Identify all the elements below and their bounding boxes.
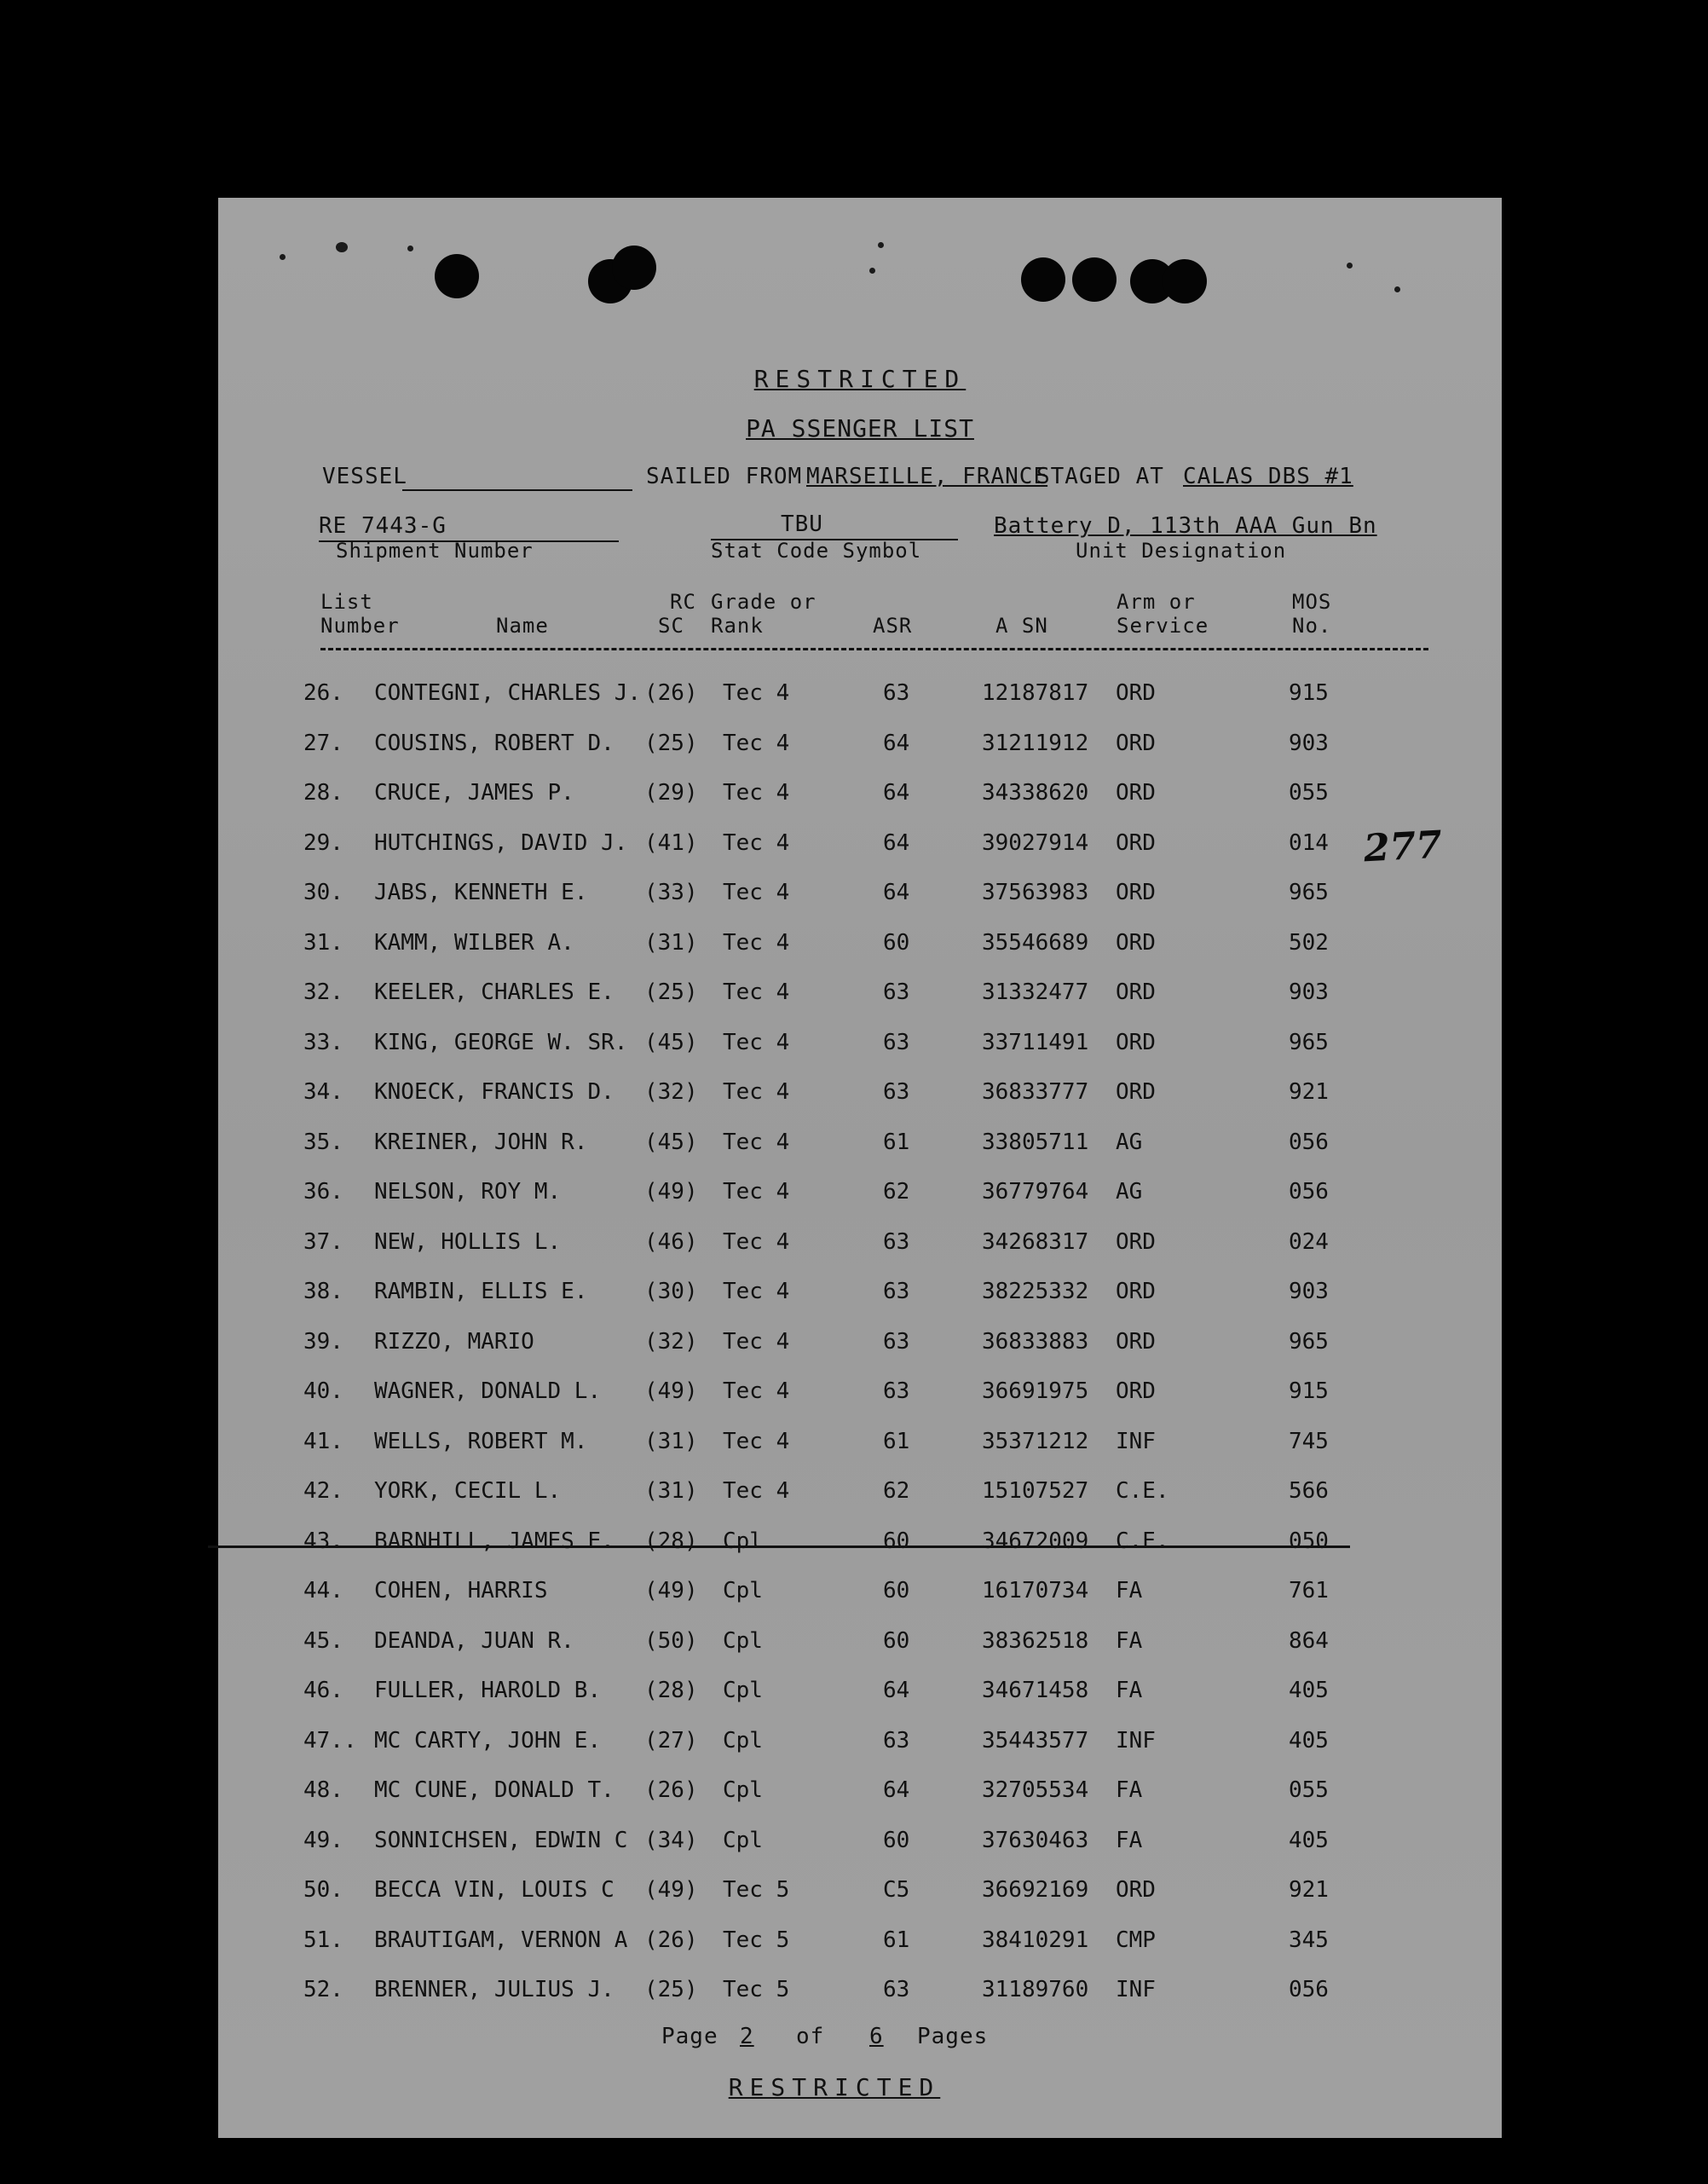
specks [407, 246, 413, 251]
arm-service: AG [1116, 1179, 1143, 1205]
army-serial-number: 36833883 [982, 1328, 1089, 1355]
arm-service: C.E. [1116, 1528, 1169, 1554]
list-number: 50. [303, 1877, 343, 1903]
mos-number: 761 [1289, 1578, 1329, 1603]
table-row [218, 1678, 1502, 1712]
mos-number: 915 [1289, 680, 1329, 706]
passenger-name: RAMBIN, ELLIS E. [374, 1279, 588, 1304]
arm-service: FA [1116, 1827, 1143, 1853]
rc-sc-code: (29) [644, 780, 698, 806]
col-sc: SC [658, 614, 684, 638]
table-row [218, 1030, 1502, 1064]
table-row [218, 1229, 1502, 1263]
passenger-name: HUTCHINGS, DAVID J. [374, 829, 628, 856]
col-list-number-2: Number [320, 614, 400, 638]
table-row [218, 1179, 1502, 1213]
asr-score: 61 [883, 1428, 910, 1454]
mos-number: 903 [1289, 979, 1329, 1005]
mos-number: 056 [1289, 1129, 1329, 1155]
grade-rank: Tec 4 [723, 880, 790, 905]
specks [280, 254, 286, 260]
staged-at-label: STAGED AT [1036, 464, 1164, 489]
list-number: 40. [303, 1378, 343, 1404]
strikethrough-line [208, 1546, 1350, 1548]
list-number: 48. [303, 1777, 343, 1803]
arm-service: ORD [1116, 1378, 1156, 1404]
grade-rank: Tec 4 [723, 1179, 790, 1205]
table-row [218, 1079, 1502, 1113]
rc-sc-code: (31) [644, 1428, 698, 1454]
army-serial-number: 31189760 [982, 1977, 1089, 2002]
arm-service: ORD [1116, 979, 1156, 1005]
passenger-name: WELLS, ROBERT M. [374, 1428, 588, 1454]
rc-sc-code: (41) [644, 829, 698, 856]
grade-rank: Tec 4 [723, 1029, 790, 1055]
rc-sc-code: (32) [644, 1328, 698, 1355]
arm-service: ORD [1116, 1328, 1156, 1355]
list-number: 52. [303, 1977, 343, 2002]
passenger-name: SONNICHSEN, EDWIN C [374, 1827, 628, 1853]
army-serial-number: 34671458 [982, 1678, 1089, 1703]
grade-rank: Tec 4 [723, 780, 790, 806]
army-serial-number: 36691975 [982, 1378, 1089, 1404]
table-row [218, 780, 1502, 814]
grade-rank: Cpl [723, 1678, 763, 1703]
list-number: 31. [303, 929, 343, 956]
passenger-name: JABS, KENNETH E. [374, 880, 588, 905]
mos-number: 965 [1289, 880, 1329, 905]
page-number: 2 [740, 2024, 754, 2049]
grade-rank: Tec 4 [723, 829, 790, 856]
mos-number: 965 [1289, 1328, 1329, 1355]
grade-rank: Tec 4 [723, 979, 790, 1005]
list-number: 32. [303, 979, 343, 1005]
col-mos-no: No. [1292, 614, 1332, 638]
col-asr: ASR [873, 614, 913, 638]
passenger-name: CRUCE, JAMES P. [374, 780, 574, 806]
arm-service: INF [1116, 1977, 1156, 2002]
grade-rank: Tec 5 [723, 1877, 790, 1903]
asr-score: C5 [883, 1877, 910, 1903]
vessel-underline [402, 489, 632, 491]
table-row [218, 1728, 1502, 1762]
arm-service: ORD [1116, 1079, 1156, 1105]
arm-service: ORD [1116, 929, 1156, 956]
grade-rank: Tec 4 [723, 1478, 790, 1504]
mos-number: 405 [1289, 1727, 1329, 1754]
grade-rank: Cpl [723, 1528, 763, 1554]
page-total: 6 [869, 2024, 884, 2049]
asr-score: 63 [883, 979, 910, 1005]
asr-score: 63 [883, 680, 910, 706]
table-row [218, 979, 1502, 1014]
asr-score: 64 [883, 1777, 910, 1803]
rc-sc-code: (26) [644, 680, 698, 706]
grade-rank: Cpl [723, 1578, 763, 1603]
col-asn: A SN [995, 614, 1048, 638]
arm-service: ORD [1116, 1279, 1156, 1304]
asr-score: 63 [883, 1378, 910, 1404]
mos-number: 903 [1289, 730, 1329, 756]
asr-score: 60 [883, 1528, 910, 1554]
rc-sc-code: (30) [644, 1279, 698, 1304]
grade-rank: Cpl [723, 1627, 763, 1654]
table-row [218, 1777, 1502, 1811]
rc-sc-code: (27) [644, 1727, 698, 1754]
of-label: of [796, 2024, 825, 2049]
list-number: 46. [303, 1678, 343, 1703]
grade-rank: Tec 4 [723, 1428, 790, 1454]
rc-sc-code: (26) [644, 1927, 698, 1953]
stat-code-label: Stat Code Symbol [711, 539, 922, 563]
army-serial-number: 33805711 [982, 1129, 1089, 1155]
col-arm: Arm or [1117, 590, 1196, 614]
mos-number: 014 [1289, 829, 1329, 856]
army-serial-number: 39027914 [982, 829, 1089, 856]
grade-rank: Tec 4 [723, 1328, 790, 1355]
grade-rank: Cpl [723, 1727, 763, 1754]
arm-service: FA [1116, 1777, 1143, 1803]
restricted-footer: RESTRICTED [728, 2073, 941, 2101]
passenger-name: NELSON, ROY M. [374, 1179, 562, 1205]
passenger-name: COUSINS, ROBERT D. [374, 730, 615, 756]
page-label: Page [661, 2024, 718, 2049]
rc-sc-code: (28) [644, 1528, 698, 1554]
list-number: 49. [303, 1827, 343, 1853]
mos-number: 405 [1289, 1678, 1329, 1703]
army-serial-number: 34672009 [982, 1528, 1089, 1554]
rc-sc-code: (25) [644, 1977, 698, 2002]
army-serial-number: 34338620 [982, 780, 1089, 806]
army-serial-number: 33711491 [982, 1029, 1089, 1055]
rc-sc-code: (49) [644, 1179, 698, 1205]
mos-number: 915 [1289, 1378, 1329, 1404]
asr-score: 64 [883, 880, 910, 905]
specks [1394, 286, 1400, 292]
army-serial-number: 31211912 [982, 730, 1089, 756]
army-serial-number: 36833777 [982, 1079, 1089, 1105]
rc-sc-code: (32) [644, 1079, 698, 1105]
rc-sc-code: (49) [644, 1578, 698, 1603]
grade-rank: Cpl [723, 1827, 763, 1853]
list-number: 47.. [303, 1727, 357, 1754]
mos-number: 024 [1289, 1228, 1329, 1255]
table-row [218, 1378, 1502, 1413]
passenger-name: BECCA VIN, LOUIS C [374, 1877, 615, 1903]
asr-score: 62 [883, 1478, 910, 1504]
list-number: 27. [303, 730, 343, 756]
army-serial-number: 37563983 [982, 880, 1089, 905]
asr-score: 64 [883, 829, 910, 856]
table-row [218, 680, 1502, 714]
col-service: Service [1117, 614, 1209, 638]
mos-number: 921 [1289, 1079, 1329, 1105]
grade-rank: Tec 4 [723, 680, 790, 706]
arm-service: ORD [1116, 780, 1156, 806]
arm-service: ORD [1116, 1228, 1156, 1255]
table-row [218, 1977, 1502, 2011]
vessel-label: VESSEL [322, 464, 407, 489]
grade-rank: Tec 5 [723, 1977, 790, 2002]
table-row [218, 880, 1502, 914]
list-number: 42. [303, 1478, 343, 1504]
passenger-name: KNOECK, FRANCIS D. [374, 1079, 615, 1105]
mos-number: 345 [1289, 1927, 1329, 1953]
asr-score: 60 [883, 1827, 910, 1853]
rc-sc-code: (25) [644, 979, 698, 1005]
arm-service: CMP [1116, 1927, 1156, 1953]
mos-number: 566 [1289, 1478, 1329, 1504]
army-serial-number: 35443577 [982, 1727, 1089, 1754]
army-serial-number: 38225332 [982, 1279, 1089, 1304]
col-name: Name [496, 614, 549, 638]
specks [869, 268, 875, 274]
grade-rank: Tec 4 [723, 1378, 790, 1404]
list-number: 30. [303, 880, 343, 905]
passenger-name: FULLER, HAROLD B. [374, 1678, 602, 1703]
asr-score: 60 [883, 1627, 910, 1654]
table-row [218, 1828, 1502, 1862]
passenger-name: BARNHILL, JAMES E. [374, 1528, 615, 1554]
passenger-name: WAGNER, DONALD L. [374, 1378, 602, 1404]
arm-service: C.E. [1116, 1478, 1169, 1504]
army-serial-number: 36779764 [982, 1179, 1089, 1205]
asr-score: 63 [883, 1328, 910, 1355]
arm-service: ORD [1116, 829, 1156, 856]
rc-sc-code: (28) [644, 1678, 698, 1703]
army-serial-number: 16170734 [982, 1578, 1089, 1603]
asr-score: 61 [883, 1927, 910, 1953]
table-row [218, 1478, 1502, 1512]
list-number: 39. [303, 1328, 343, 1355]
rc-sc-code: (25) [644, 730, 698, 756]
unit-designation-label: Unit Designation [1076, 539, 1287, 563]
asr-score: 64 [883, 730, 910, 756]
asr-score: 63 [883, 1279, 910, 1304]
rc-sc-code: (26) [644, 1777, 698, 1803]
shipment-number: RE 7443-G [319, 513, 447, 539]
table-row [218, 731, 1502, 765]
mos-number: 921 [1289, 1877, 1329, 1903]
mos-number: 745 [1289, 1428, 1329, 1454]
passenger-name: BRAUTIGAM, VERNON A [374, 1927, 628, 1953]
table-row [218, 1279, 1502, 1313]
rc-sc-code: (45) [644, 1129, 698, 1155]
col-rc: RC [670, 590, 696, 614]
rc-sc-code: (31) [644, 929, 698, 956]
army-serial-number: 32705534 [982, 1777, 1089, 1803]
punch-hole [1021, 257, 1065, 302]
arm-service: INF [1116, 1428, 1156, 1454]
list-number: 26. [303, 680, 343, 706]
passenger-name: KEELER, CHARLES E. [374, 979, 615, 1005]
table-row [218, 1877, 1502, 1911]
list-number: 36. [303, 1179, 343, 1205]
sailed-from-label: SAILED FROM [646, 464, 803, 489]
asr-score: 64 [883, 1678, 910, 1703]
rc-sc-code: (46) [644, 1228, 698, 1255]
list-number: 33. [303, 1029, 343, 1055]
army-serial-number: 15107527 [982, 1478, 1089, 1504]
army-serial-number: 31332477 [982, 979, 1089, 1005]
grade-rank: Tec 4 [723, 1279, 790, 1304]
arm-service: ORD [1116, 1877, 1156, 1903]
passenger-name: RIZZO, MARIO [374, 1328, 534, 1355]
asr-score: 60 [883, 1578, 910, 1603]
passenger-name: NEW, HOLLIS L. [374, 1228, 562, 1255]
header-divider [320, 648, 1428, 650]
pages-label: Pages [917, 2024, 989, 2049]
army-serial-number: 34268317 [982, 1228, 1089, 1255]
mos-number: 903 [1289, 1279, 1329, 1304]
asr-score: 62 [883, 1179, 910, 1205]
specks [1347, 263, 1353, 269]
asr-score: 63 [883, 1079, 910, 1105]
list-number: 43. [303, 1528, 343, 1554]
passenger-name: YORK, CECIL L. [374, 1478, 562, 1504]
arm-service: INF [1116, 1727, 1156, 1754]
mos-number: 056 [1289, 1179, 1329, 1205]
specks [336, 242, 348, 252]
arm-service: ORD [1116, 680, 1156, 706]
grade-rank: Tec 4 [723, 929, 790, 956]
grade-rank: Tec 4 [723, 1228, 790, 1255]
mos-number: 405 [1289, 1827, 1329, 1853]
asr-score: 60 [883, 929, 910, 956]
list-number: 29. [303, 829, 343, 856]
sailed-from-value: MARSEILLE, FRANCE [806, 464, 1048, 489]
mos-number: 050 [1289, 1528, 1329, 1554]
asr-score: 61 [883, 1129, 910, 1155]
asr-score: 64 [883, 780, 910, 806]
passenger-name: COHEN, HARRIS [374, 1578, 548, 1603]
army-serial-number: 38362518 [982, 1627, 1089, 1654]
army-serial-number: 12187817 [982, 680, 1089, 706]
passenger-name: MC CUNE, DONALD T. [374, 1777, 615, 1803]
col-rank: Rank [711, 614, 764, 638]
army-serial-number: 35371212 [982, 1428, 1089, 1454]
grade-rank: Tec 4 [723, 730, 790, 756]
arm-service: AG [1116, 1129, 1143, 1155]
stat-code: TBU [781, 511, 823, 537]
punch-hole [1072, 257, 1117, 302]
unit-designation: Battery D, 113th AAA Gun Bn [994, 513, 1377, 539]
table-row [218, 1628, 1502, 1662]
passenger-name: CONTEGNI, CHARLES J. [374, 680, 642, 706]
rc-sc-code: (34) [644, 1827, 698, 1853]
grade-rank: Tec 5 [723, 1927, 790, 1953]
list-number: 35. [303, 1129, 343, 1155]
army-serial-number: 35546689 [982, 929, 1089, 956]
mos-number: 055 [1289, 1777, 1329, 1803]
list-number: 45. [303, 1627, 343, 1654]
passenger-list-title: PA SSENGER LIST [746, 414, 974, 442]
table-row [218, 1528, 1502, 1563]
rc-sc-code: (49) [644, 1877, 698, 1903]
arm-service: ORD [1116, 730, 1156, 756]
document-page [218, 198, 1502, 2138]
mos-number: 055 [1289, 780, 1329, 806]
list-number: 44. [303, 1578, 343, 1603]
table-row [218, 1429, 1502, 1463]
asr-score: 63 [883, 1029, 910, 1055]
table-row [218, 830, 1502, 864]
punch-hole [612, 246, 656, 290]
mos-number: 502 [1289, 929, 1329, 956]
grade-rank: Cpl [723, 1777, 763, 1803]
arm-service: ORD [1116, 880, 1156, 905]
passenger-name: KAMM, WILBER A. [374, 929, 574, 956]
list-number: 37. [303, 1228, 343, 1255]
col-mos: MOS [1292, 590, 1332, 614]
list-number: 41. [303, 1428, 343, 1454]
arm-service: FA [1116, 1578, 1143, 1603]
restricted-header: RESTRICTED [753, 365, 967, 393]
table-row [218, 1130, 1502, 1164]
passenger-name: MC CARTY, JOHN E. [374, 1727, 602, 1754]
rc-sc-code: (45) [644, 1029, 698, 1055]
punch-hole [1163, 259, 1207, 303]
shipment-number-label: Shipment Number [336, 539, 534, 563]
grade-rank: Tec 4 [723, 1079, 790, 1105]
rc-sc-code: (50) [644, 1627, 698, 1654]
col-list-number: List [320, 590, 373, 614]
list-number: 51. [303, 1927, 343, 1953]
passenger-name: KREINER, JOHN R. [374, 1129, 588, 1155]
asr-score: 63 [883, 1727, 910, 1754]
col-grade: Grade or [711, 590, 816, 614]
mos-number: 056 [1289, 1977, 1329, 2002]
asr-score: 63 [883, 1228, 910, 1255]
rc-sc-code: (33) [644, 880, 698, 905]
arm-service: FA [1116, 1678, 1143, 1703]
list-number: 28. [303, 780, 343, 806]
asr-score: 63 [883, 1977, 910, 2002]
passenger-name: KING, GEORGE W. SR. [374, 1029, 628, 1055]
army-serial-number: 38410291 [982, 1927, 1089, 1953]
list-number: 38. [303, 1279, 343, 1304]
specks [878, 242, 884, 248]
passenger-name: BRENNER, JULIUS J. [374, 1977, 615, 2002]
rc-sc-code: (49) [644, 1378, 698, 1404]
staged-at-value: CALAS DBS #1 [1183, 464, 1353, 489]
arm-service: ORD [1116, 1029, 1156, 1055]
grade-rank: Tec 4 [723, 1129, 790, 1155]
army-serial-number: 37630463 [982, 1827, 1089, 1853]
table-row [218, 1578, 1502, 1612]
handwritten-page-number: 277 [1362, 823, 1444, 871]
army-serial-number: 36692169 [982, 1877, 1089, 1903]
table-row [218, 1329, 1502, 1363]
table-row [218, 930, 1502, 964]
rc-sc-code: (31) [644, 1478, 698, 1504]
passenger-name: DEANDA, JUAN R. [374, 1627, 574, 1654]
punch-hole [435, 254, 479, 298]
table-row [218, 1927, 1502, 1962]
mos-number: 965 [1289, 1029, 1329, 1055]
arm-service: FA [1116, 1627, 1143, 1654]
list-number: 34. [303, 1079, 343, 1105]
mos-number: 864 [1289, 1627, 1329, 1654]
